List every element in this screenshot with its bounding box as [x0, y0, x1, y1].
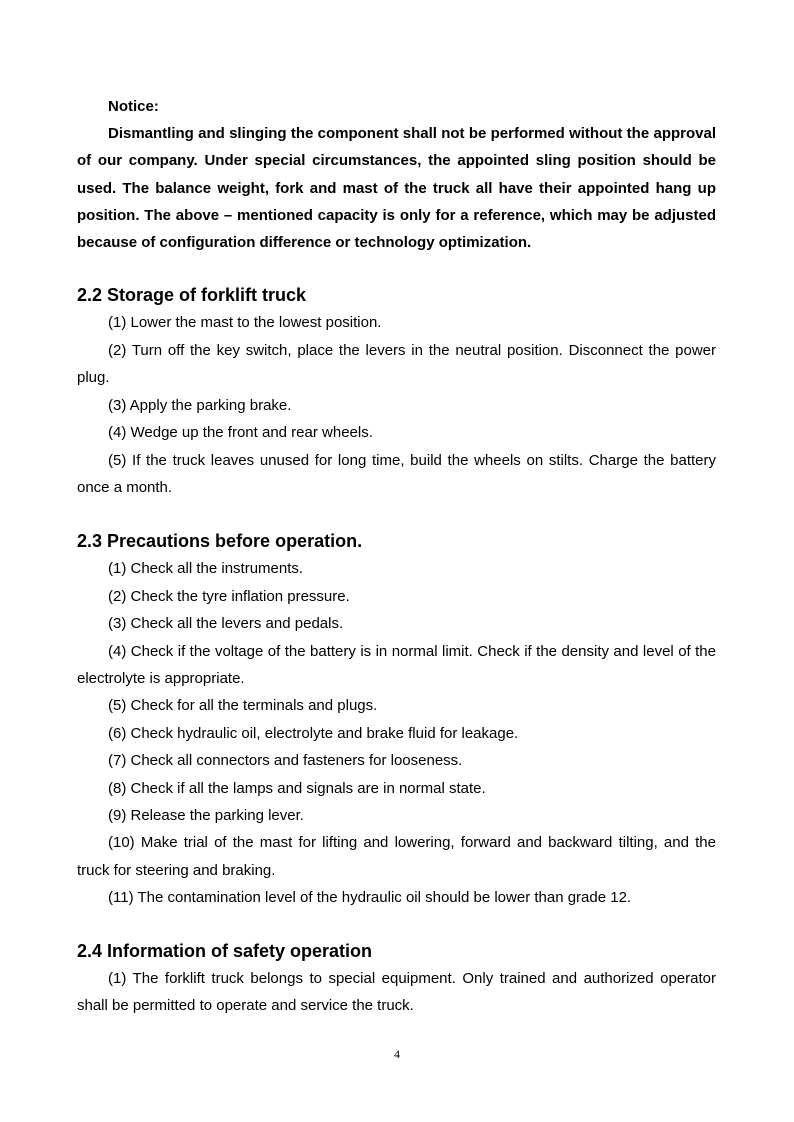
- list-item: (1) The forklift truck belongs to special equipment. Only trained and authorized operator shall be permitted to operate and service the truck.: [77, 969, 716, 1015]
- list-item: (7) Check all connectors and fasteners for looseness.: [108, 752, 463, 770]
- section-heading: 2.4 Information of safety operation: [77, 940, 373, 961]
- section-safety-operation: [77, 937, 716, 1020]
- list-item: (4) Wedge up the front and rear wheels.: [108, 424, 373, 442]
- section-heading: 2.2 Storage of forklift truck: [77, 285, 307, 306]
- page-number: 4: [394, 1047, 400, 1061]
- list-item: (5) If the truck leaves unused for long time, build the wheels on stilts. Charge the battery once a month.: [77, 451, 716, 496]
- section-storage: [77, 281, 716, 501]
- document-page: [77, 93, 716, 1019]
- section-precautions: [77, 527, 716, 911]
- list-item: (2) Check the tyre inflation pressure.: [108, 587, 350, 605]
- list-item: (11) The contamination level of the hydraulic oil should be lower than grade 12.: [108, 889, 632, 907]
- list-item: (10) Make trial of the mast for lifting and lowering, forward and backward tilting, and the truck for steering and braking.: [77, 834, 716, 879]
- list-item: (3) Apply the parking brake.: [108, 396, 292, 414]
- list-item: (5) Check for all the terminals and plugs.: [108, 697, 378, 715]
- list-item: (1) Lower the mast to the lowest position.: [108, 314, 382, 332]
- list-item: (6) Check hydraulic oil, electrolyte and brake fluid for leakage.: [108, 724, 519, 742]
- list-item: (1) Check all the instruments.: [108, 560, 304, 578]
- notice-title: Notice:: [108, 98, 159, 115]
- list-item: (8) Check if all the lamps and signals are in normal state.: [108, 779, 486, 797]
- list-item: (4) Check if the voltage of the battery is in normal limit. Check if the density and level of the electrolyte is appropriate.: [77, 642, 716, 687]
- section-heading: 2.3 Precautions before operation.: [77, 531, 363, 552]
- notice-body: Dismantling and slinging the component shall not be performed without the approval of our company. Under special circumstances, the appointed sling position should be used. The balance weight, fork and mast of the truck all have their appointed hang up position. The above – mentioned capacity is only for a reference, which may be adjusted because of configuration difference or technology optimization.: [77, 125, 716, 252]
- list-item: (3) Check all the levers and pedals.: [108, 615, 344, 633]
- list-item: (2) Turn off the key switch, place the levers in the neutral position. Disconnect the power plug.: [77, 341, 716, 387]
- list-item: (9) Release the parking lever.: [108, 806, 304, 824]
